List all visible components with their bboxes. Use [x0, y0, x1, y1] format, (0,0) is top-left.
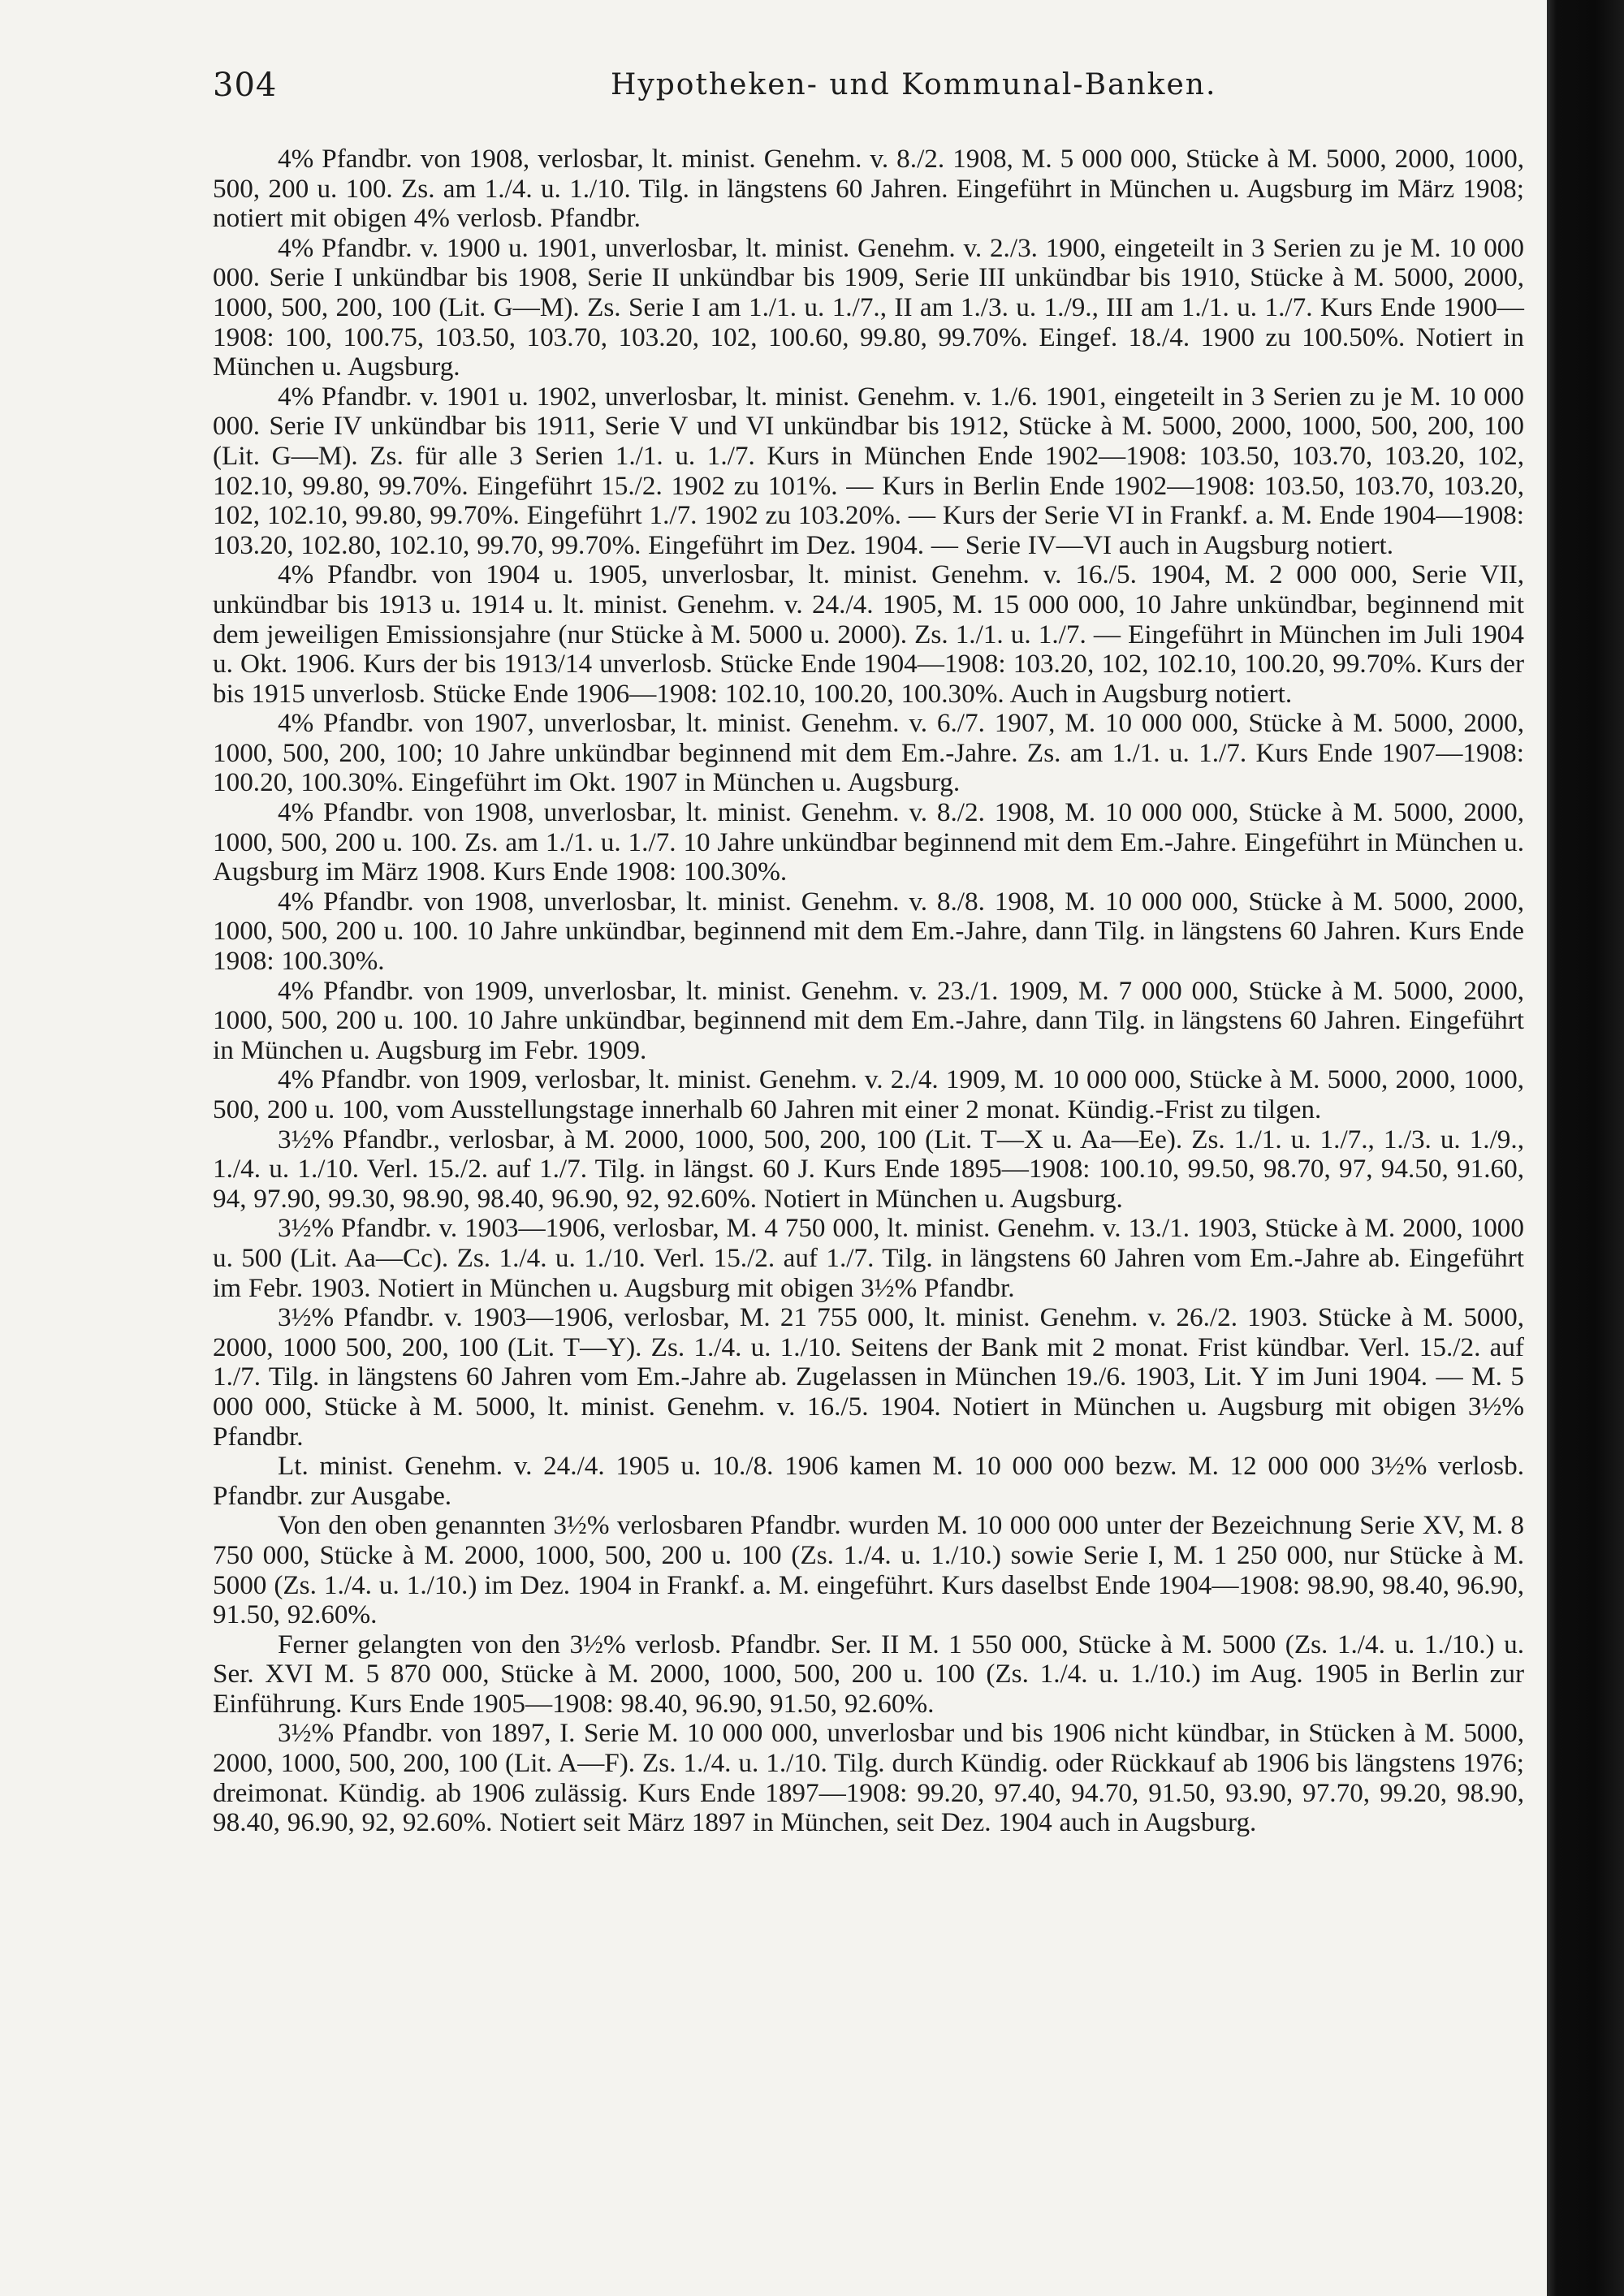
paragraph: 4% Pfandbr. von 1908, unverlosbar, lt. minist. Genehm. v. 8./8. 1908, M. 10 000 000, Stücke à M. 5000, 2000, 1000, 500, 200 u. 100. 10 Jahre unkündbar, beginnend mit dem Em.-Jahre, dann Tilg. in längstens 60 Jahren. Kurs Ende 1908: 100.30%. [213, 886, 1524, 977]
paragraph: 4% Pfandbr. von 1908, verlosbar, lt. minist. Genehm. v. 8./2. 1908, M. 5 000 000, Stücke à M. 5000, 2000, 1000, 500, 200 u. 100. Zs. am 1./4. u. 1./10. Tilg. in längstens 60 Jahren. Eingeführt in München u. Augsburg im März 1908; notiert mit obigen 4% verlosb. Pfandbr. [213, 144, 1524, 234]
paragraph: 4% Pfandbr. v. 1901 u. 1902, unverlosbar, lt. minist. Genehm. v. 1./6. 1901, eingeteilt in 3 Serien zu je M. 10 000 000. Serie IV unkündbar bis 1911, Serie V und VI unkündbar bis 1912, Stücke à M. 5000, 2000, 1000, 500, 200, 100 (Lit. G—M). Zs. für alle 3 Serien 1./1. u. 1./7. Kurs in München Ende 1902—1908: 103.50, 103.70, 103.20, 102, 102.10, 99.80, 99.70%. Eingeführt 15./2. 1902 zu 101%. — Kurs in Berlin Ende 1902—1908: 103.50, 103.70, 103.20, 102, 102.10, 99.80, 99.70%. Eingeführt 1./7. 1902 zu 103.20%. — Kurs der Serie VI in Frankf. a. M. Ende 1904—1908: 103.20, 102.80, 102.10, 99.70, 99.70%. Eingeführt im Dez. 1904. — Serie IV—VI auch in Augsburg notiert. [213, 381, 1524, 560]
paragraph: Ferner gelangten von den 3½% verlosb. Pfandbr. Ser. II M. 1 550 000, Stücke à M. 5000 (Zs. 1./4. u. 1./10.) u. Ser. XVI M. 5 870 000, Stücke à M. 2000, 1000, 500, 200 u. 100 (Zs. 1./4. u. 1./10.) im Aug. 1905 in Berlin zur Einführung. Kurs Ende 1905—1908: 98.40, 96.90, 91.50, 92.60%. [213, 1629, 1524, 1719]
paragraph: 3½% Pfandbr., verlosbar, à M. 2000, 1000, 500, 200, 100 (Lit. T—X u. Aa—Ee). Zs. 1./1. u. 1./7., 1./3. u. 1./9., 1./4. u. 1./10. Verl. 15./2. auf 1./7. Tilg. in längst. 60 J. Kurs Ende 1895—1908: 100.10, 99.50, 98.70, 97, 94.50, 91.60, 94, 97.90, 99.30, 98.90, 98.40, 96.90, 92, 92.60%. Notiert in München u. Augsburg. [213, 1124, 1524, 1214]
paragraph: 3½% Pfandbr. von 1897, I. Serie M. 10 000 000, unverlosbar und bis 1906 nicht kündbar, in Stücken à M. 5000, 2000, 1000, 500, 200, 100 (Lit. A—F). Zs. 1./4. u. 1./10. Tilg. durch Kündig. oder Rückkauf ab 1906 bis längstens 1976; dreimonat. Kündig. ab 1906 zulässig. Kurs Ende 1897—1908: 99.20, 97.40, 94.70, 91.50, 93.90, 97.70, 99.20, 98.90, 98.40, 96.90, 92, 92.60%. Notiert seit März 1897 in München, seit Dez. 1904 auch in Augsburg. [213, 1718, 1524, 1838]
paragraph: 4% Pfandbr. von 1904 u. 1905, unverlosbar, lt. minist. Genehm. v. 16./5. 1904, M. 2 000 000, Serie VII, unkündbar bis 1913 u. 1914 u. lt. minist. Genehm. v. 24./4. 1905, M. 15 000 000, 10 Jahre unkündbar, beginnend mit dem jeweiligen Emissionsjahre (nur Stücke à M. 5000 u. 2000). Zs. 1./1. u. 1./7. — Eingeführt in München im Juli 1904 u. Okt. 1906. Kurs der bis 1913/14 unverlosb. Stücke Ende 1904—1908: 103.20, 102, 102.10, 100.20, 99.70%. Kurs der bis 1915 unverlosb. Stücke Ende 1906—1908: 102.10, 100.20, 100.30%. Auch in Augsburg notiert. [213, 559, 1524, 709]
scan-dark-margin [1547, 0, 1624, 2296]
paragraph: 4% Pfandbr. von 1908, unverlosbar, lt. minist. Genehm. v. 8./2. 1908, M. 10 000 000, Stücke à M. 5000, 2000, 1000, 500, 200 u. 100. Zs. am 1./1. u. 1./7. 10 Jahre unkündbar beginnend mit dem Em.-Jahre. Eingeführt in München u. Augsburg im März 1908. Kurs Ende 1908: 100.30%. [213, 797, 1524, 887]
body-text [213, 145, 1524, 1838]
page-number: 304 [213, 67, 278, 104]
paragraph: 4% Pfandbr. von 1909, verlosbar, lt. minist. Genehm. v. 2./4. 1909, M. 10 000 000, Stücke à M. 5000, 2000, 1000, 500, 200 u. 100, vom Ausstellungstage innerhalb 60 Jahren mit einer 2 monat. Kündig.-Frist zu tilgen. [213, 1064, 1524, 1124]
paragraph: 3½% Pfandbr. v. 1903—1906, verlosbar, M. 4 750 000, lt. minist. Genehm. v. 13./1. 1903, Stücke à M. 2000, 1000 u. 500 (Lit. Aa—Cc). Zs. 1./4. u. 1./10. Verl. 15./2. auf 1./7. Tilg. in längstens 60 Jahren vom Em.-Jahre ab. Eingeführt im Febr. 1903. Notiert in München u. Augsburg mit obigen 3½% Pfandbr. [213, 1213, 1524, 1303]
paragraph: 3½% Pfandbr. v. 1903—1906, verlosbar, M. 21 755 000, lt. minist. Genehm. v. 26./2. 1903. Stücke à M. 5000, 2000, 1000 500, 200, 100 (Lit. T—Y). Zs. 1./4. u. 1./10. Seitens der Bank mit 2 monat. Frist kündbar. Verl. 15./2. auf 1./7. Tilg. in längstens 60 Jahren vom Em.-Jahre ab. Zugelassen in München 19./6. 1903, Lit. Y im Juni 1904. — M. 5 000 000, Stücke à M. 5000, lt. minist. Genehm. v. 16./5. 1904. Notiert in München u. Augsburg mit obigen 3½% Pfandbr. [213, 1302, 1524, 1452]
paragraph: Von den oben genannten 3½% verlosbaren Pfandbr. wurden M. 10 000 000 unter der Bezeichnung Serie XV, M. 8 750 000, Stücke à M. 2000, 1000, 500, 200 u. 100 (Zs. 1./4. u. 1./10.) sowie Serie I, M. 1 250 000, nur Stücke à M. 5000 (Zs. 1./4. u. 1./10.) im Dez. 1904 in Frankf. a. M. eingeführt. Kurs daselbst Ende 1904—1908: 98.90, 98.40, 96.90, 91.50, 92.60%. [213, 1510, 1524, 1630]
running-title: Hypotheken- und Kommunal-Banken. [611, 68, 1217, 101]
page-header [213, 67, 1536, 115]
paragraph: 4% Pfandbr. v. 1900 u. 1901, unverlosbar, lt. minist. Genehm. v. 2./3. 1900, eingeteilt in 3 Serien zu je M. 10 000 000. Serie I unkündbar bis 1908, Serie II unkündbar bis 1909, Serie III unkündbar bis 1910, Stücke à M. 5000, 2000, 1000, 500, 200, 100 (Lit. G—M). Zs. Serie I am 1./1. u. 1./7., II am 1./3. u. 1./9., III am 1./1. u. 1./7. Kurs Ende 1900—1908: 100, 100.75, 103.50, 103.70, 103.20, 102, 100.60, 99.80, 99.70%. Eingef. 18./4. 1900 zu 100.50%. Notiert in München u. Augsburg. [213, 232, 1524, 382]
paragraph: Lt. minist. Genehm. v. 24./4. 1905 u. 10./8. 1906 kamen M. 10 000 000 bezw. M. 12 000 000 3½% verlosb. Pfandbr. zur Ausgabe. [213, 1451, 1524, 1511]
paragraph: 4% Pfandbr. von 1907, unverlosbar, lt. minist. Genehm. v. 6./7. 1907, M. 10 000 000, Stücke à M. 5000, 2000, 1000, 500, 200, 100; 10 Jahre unkündbar beginnend mit dem Em.-Jahre. Zs. am 1./1. u. 1./7. Kurs Ende 1907—1908: 100.20, 100.30%. Eingeführt im Okt. 1907 in München u. Augsburg. [213, 708, 1524, 798]
paragraph: 4% Pfandbr. von 1909, unverlosbar, lt. minist. Genehm. v. 23./1. 1909, M. 7 000 000, Stücke à M. 5000, 2000, 1000, 500, 200 u. 100. 10 Jahre unkündbar, beginnend mit dem Em.-Jahre, dann Tilg. in längstens 60 Jahren. Eingeführt in München u. Augsburg im Febr. 1909. [213, 975, 1524, 1065]
